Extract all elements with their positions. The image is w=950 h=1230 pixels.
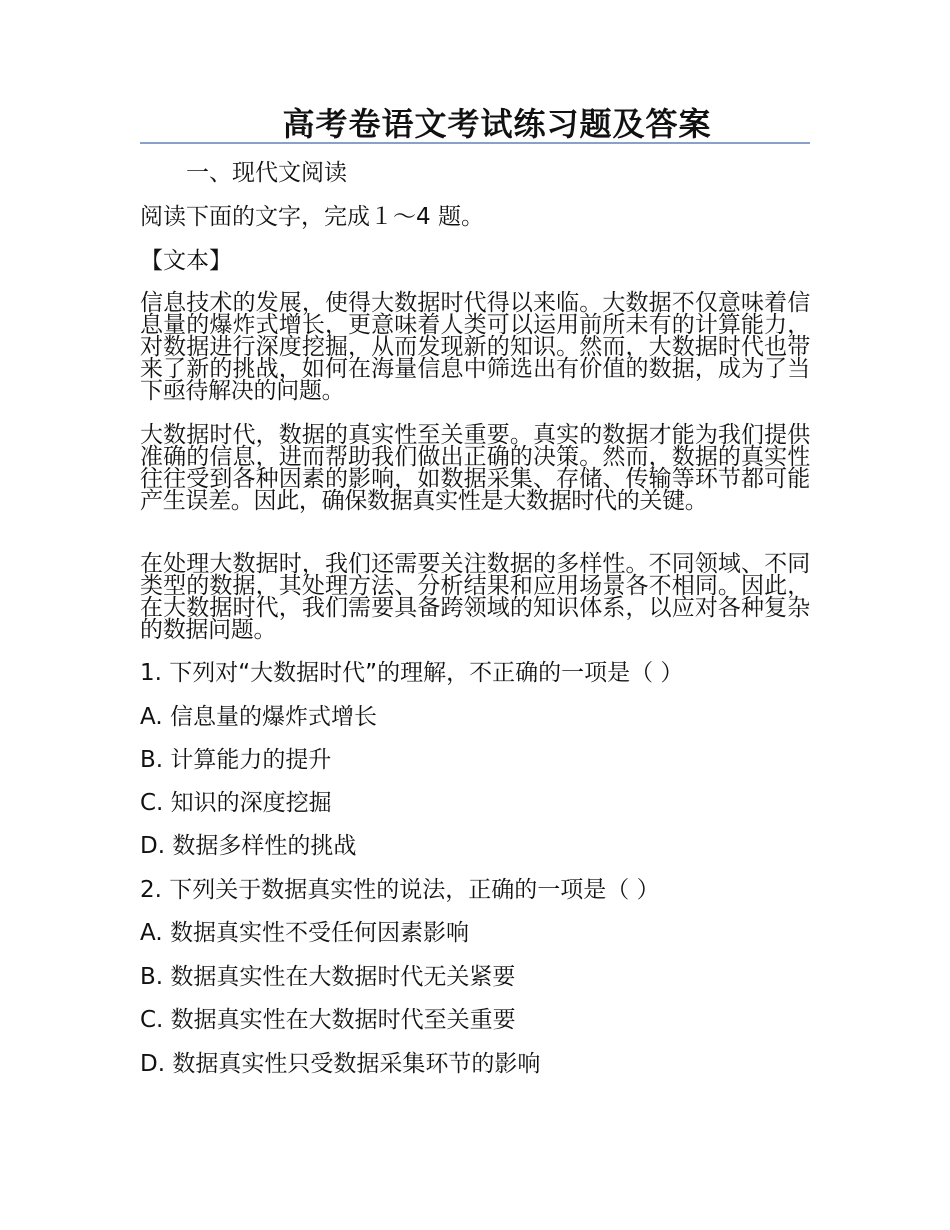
passage-paragraph-1: 信息技术的发展，使得大数据时代得以来临。大数据不仅意味着信息量的爆炸式增长，更意味着人类可以运用前所未有的计算能力，对数据进行深度挖掘，从而发现新的知识。然而，大数据时代也带来了新的挑战，如何在海量信息中筛选出有价值的数据，成为了当下亟待解决的问题。 — [140, 290, 810, 404]
question-1-stem: 1. 下列对“大数据时代”的理解，不正确的一项是（ ） — [140, 660, 684, 686]
reading-instruction: 阅读下面的文字，完成１～4 题。 — [140, 204, 484, 230]
title-block — [140, 102, 810, 144]
question-1-option-b: B. 计算能力的提升 — [140, 747, 332, 773]
question-1-option-c: C. 知识的深度挖掘 — [140, 790, 332, 816]
question-1-option-a: A. 信息量的爆炸式增长 — [140, 704, 377, 730]
text-label: 【文本】 — [140, 248, 232, 274]
question-2-option-a: A. 数据真实性不受任何因素影响 — [140, 920, 469, 946]
passage-paragraph-2: 大数据时代，数据的真实性至关重要。真实的数据才能为我们提供准确的信息，进而帮助我们做出正确的决策。然而，数据的真实性往往受到各种因素的影响，如数据采集、存储、传输等环节都可能产生误差。因此，确保数据真实性是大数据时代的关键。 — [140, 422, 810, 514]
passage-paragraph-3: 在处理大数据时，我们还需要关注数据的多样性。不同领域、不同类型的数据，其处理方法、分析结果和应用场景各不相同。因此，在大数据时代，我们需要具备跨领域的知识体系，以应对各种复杂的数据问题。 — [140, 551, 810, 643]
question-2-option-b: B. 数据真实性在大数据时代无关紧要 — [140, 964, 516, 990]
question-2-option-c: C. 数据真实性在大数据时代至关重要 — [140, 1007, 516, 1033]
question-2-stem: 2. 下列关于数据真实性的说法，正确的一项是（ ） — [140, 877, 660, 903]
section-heading: 一、现代文阅读 — [186, 160, 347, 186]
page-title: 高考卷语文考试练习题及答案 — [282, 105, 712, 143]
question-2-option-d: D. 数据真实性只受数据采集环节的影响 — [140, 1051, 541, 1077]
question-1-option-d: D. 数据多样性的挑战 — [140, 833, 357, 859]
